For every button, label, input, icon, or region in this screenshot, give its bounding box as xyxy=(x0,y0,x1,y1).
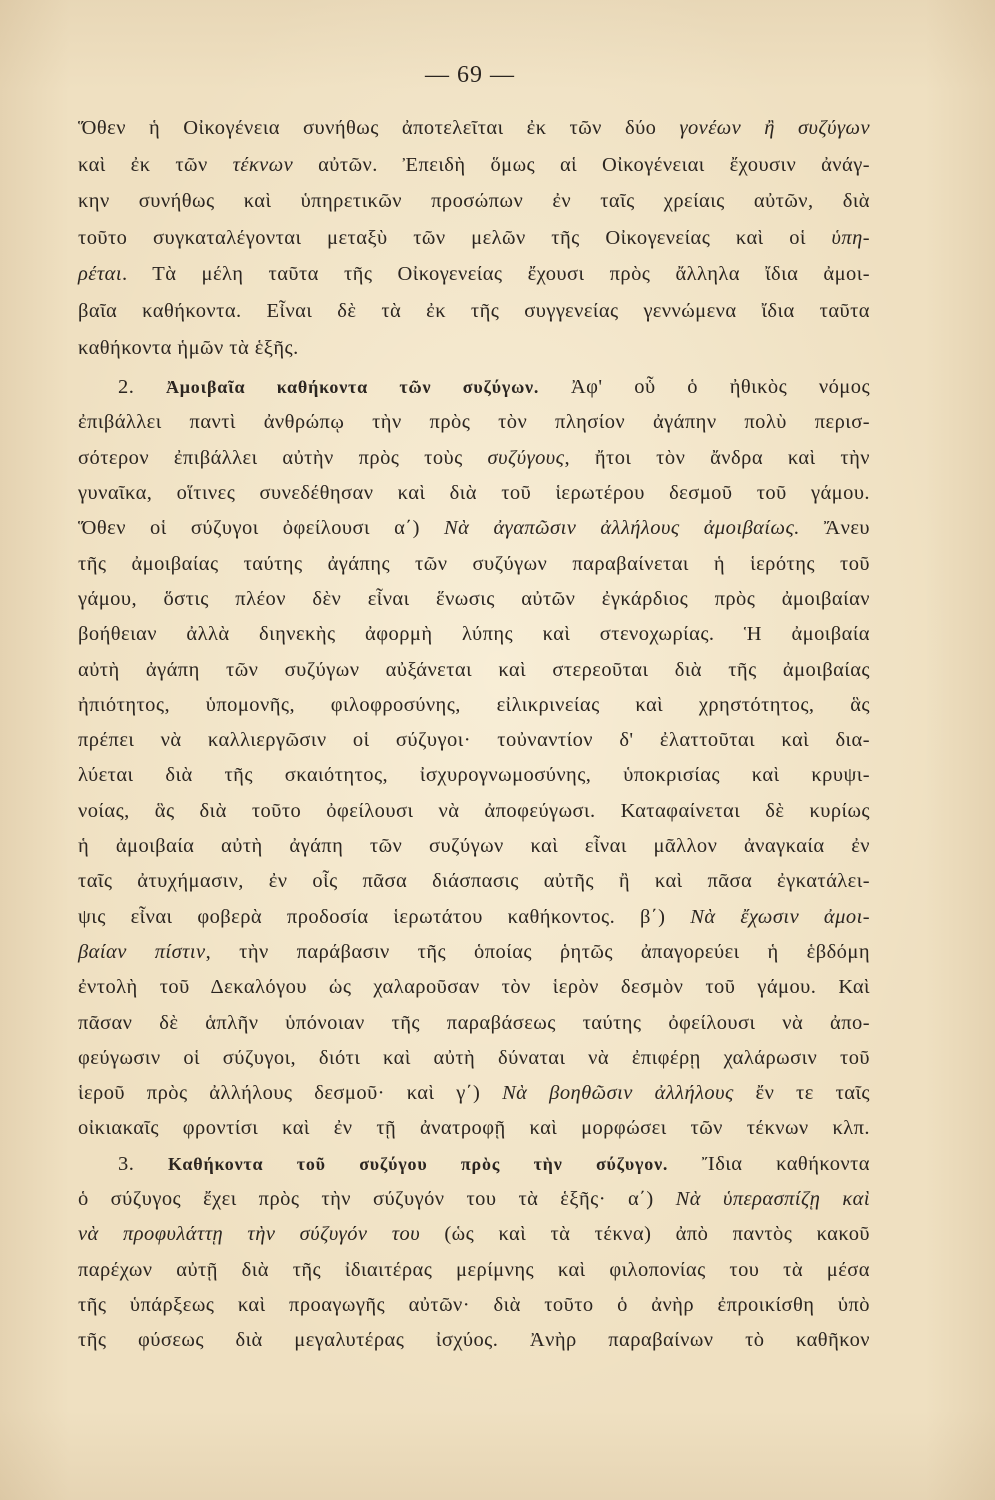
text-line xyxy=(78,970,870,1005)
body-text: οἰκιακαῖς φροντίσι καὶ ἐν τῇ ἀνατροφῇ καὶ μορφώσει τῶν τέκνων κλπ. xyxy=(78,1117,870,1140)
italic-text: Νὰ ἔχωσιν ἀμοι- xyxy=(690,905,870,928)
italic-text: γονέων ἢ συζύγων xyxy=(679,117,870,139)
text-line xyxy=(78,900,870,935)
body-text: βοήθειαν ἀλλὰ διηνεκὴς ἀφορμὴ λύπης καὶ στενοχωρίας. Ἡ ἀμοιβαία xyxy=(78,623,870,646)
body-text: Ἀφ' οὗ ὁ ἠθικὸς νόμος xyxy=(539,376,871,399)
body-text: καὶ ἐκ τῶν xyxy=(78,153,233,176)
body-text: τῆς ἀμοιβαίας ταύτης ἀγάπης τῶν συζύγων παραβαίνεται ἡ ἱερότης τοῦ xyxy=(78,552,870,575)
body-text: Ἄνευ xyxy=(799,517,870,540)
text-line xyxy=(78,688,870,723)
text-line xyxy=(78,653,870,688)
body-text: γάμου, ὅστις πλέον δὲν εἶναι ἕνωσις αὐτῶν ἐγκάρδιος πρὸς ἀμοιβαίαν xyxy=(78,587,870,610)
italic-text: βαίαν πίστιν xyxy=(78,940,206,963)
text-line xyxy=(78,1076,870,1111)
paragraph-family-members xyxy=(78,110,870,366)
body-text: . Τὰ μέλη ταῦτα τῆς Οἰκογενείας ἔχουσι πρὸς ἄλληλα ἴδια ἀμοι- xyxy=(121,263,870,286)
text-line xyxy=(78,617,870,652)
body-text: ταῖς ἀτυχήμασιν, ἐν οἷς πᾶσα διάσπασις αὐτῆς ἢ καὶ πᾶσα ἐγκατάλει- xyxy=(78,870,870,893)
body-text: 3. xyxy=(118,1152,168,1175)
bold-heading-text: Καθήκοντα τοῦ συζύγου πρὸς τὴν σύζυγον. xyxy=(167,1153,669,1174)
text-line xyxy=(78,794,870,829)
text-line xyxy=(78,758,870,793)
text-line xyxy=(78,256,870,293)
body-text: καθήκοντα ἡμῶν τὰ ἑξῆς. xyxy=(78,336,299,359)
body-text: πᾶσαν δὲ ἁπλῆν ὑπόνοιαν τῆς παραβάσεως ταύτης ὀφείλουσι νὰ ἀπο- xyxy=(78,1011,870,1034)
body-text: αὐτῶν. Ἐπειδὴ ὅμως αἱ Οἰκογένειαι ἔχουσιν ἀνάγ- xyxy=(293,153,870,176)
text-line xyxy=(78,511,870,546)
text-line xyxy=(78,370,870,405)
text-line xyxy=(78,110,870,147)
text-line xyxy=(78,1111,870,1146)
body-text: παρέχων αὐτῇ διὰ τῆς ἰδιαιτέρας μερίμνης καὶ φιλοπονίας του τὰ μέσα xyxy=(78,1258,870,1281)
body-text: τῆς φύσεως διὰ μεγαλυτέρας ἰσχύος. Ἀνὴρ παραβαίνων τὸ καθῆκον xyxy=(78,1329,870,1352)
italic-text: τέκνων xyxy=(232,153,294,176)
italic-text: Νὰ ἀγαπῶσιν ἀλλήλους ἀμοιβαίως. xyxy=(443,517,800,540)
paragraph-duties-of-husband xyxy=(78,1147,870,1359)
body-text: , τὴν παράβασιν τῆς ὁποίας ῥητῶς ἀπαγορεύει ἡ ἑβδόμη xyxy=(205,940,870,963)
text-line xyxy=(78,829,870,864)
italic-text: συζύγους xyxy=(487,446,565,469)
body-text: ἐπιβάλλει παντὶ ἀνθρώπῳ τὴν πρὸς τὸν πλησίον ἀγάπην πολὺ περισ- xyxy=(78,411,870,434)
body-text: (ὡς καὶ τὰ τέκνα) ἀπὸ παντὸς κακοῦ xyxy=(420,1223,870,1246)
page-number: — 69 — xyxy=(425,62,515,88)
body-text: τοῦτο συγκαταλέγονται μεταξὺ τῶν μελῶν τῆς Οἰκογενείας καὶ οἱ xyxy=(78,226,832,249)
bold-heading-text: Ἀμοιβαῖα καθήκοντα τῶν συζύγων. xyxy=(166,377,540,398)
text-line xyxy=(78,441,870,476)
body-text: λύεται διὰ τῆς σκαιότητος, ἰσχυρογνωμοσύνης, ὑποκρισίας καὶ κρυψι- xyxy=(78,764,870,787)
text-line xyxy=(78,935,870,970)
text-line xyxy=(78,1288,870,1323)
body-text: Ὅθεν οἱ σύζυγοι ὀφείλουσι α΄) xyxy=(78,517,444,540)
text-line xyxy=(78,405,870,440)
text-line xyxy=(78,1147,870,1182)
text-line xyxy=(78,1182,870,1217)
text-line xyxy=(78,1253,870,1288)
text-line xyxy=(78,330,870,367)
italic-text: ὑπη- xyxy=(831,226,870,249)
body-text: βαῖα καθήκοντα. Εἶναι δὲ τὰ ἐκ τῆς συγγενείας γεννώμενα ἴδια ταῦτα xyxy=(78,299,870,322)
text-line xyxy=(78,864,870,899)
text-line xyxy=(78,547,870,582)
text-line xyxy=(78,183,870,220)
body-text: Ὅθεν ἡ Οἰκογένεια συνήθως ἀποτελεῖται ἐκ τῶν δύο xyxy=(78,117,680,139)
body-text: ψις εἶναι φοβερὰ προδοσία ἱερωτάτου καθήκοντος. β΄) xyxy=(78,905,691,928)
body-text: ἱεροῦ πρὸς ἀλλήλους δεσμοῦ· καὶ γ΄) xyxy=(78,1082,503,1105)
text-line xyxy=(78,582,870,617)
body-text: ὁ σύζυγος ἔχει πρὸς τὴν σύζυγόν του τὰ ἑξῆς· α΄) xyxy=(78,1187,676,1210)
body-text: 2. xyxy=(118,376,166,399)
text-line xyxy=(78,476,870,511)
text-line xyxy=(78,220,870,257)
body-text: πρέπει νὰ καλλιεργῶσιν οἱ σύζυγοι· τοὐναντίον δ' ἐλαττοῦται καὶ δια- xyxy=(78,729,870,752)
italic-text: Νὰ βοηθῶσιν ἀλλήλους xyxy=(502,1082,734,1105)
text-line xyxy=(78,147,870,184)
body-text: Ἴδια καθήκοντα xyxy=(668,1152,870,1175)
body-text: τῆς ὑπάρξεως καὶ προαγωγῆς αὐτῶν· διὰ τοῦτο ὁ ἀνὴρ ἐπροικίσθη ὑπὸ xyxy=(78,1293,870,1316)
body-text: , ἤτοι τὸν ἄνδρα καὶ τὴν xyxy=(564,446,870,469)
paragraph-mutual-duties-of-spouses xyxy=(78,370,870,1147)
body-text: αὐτὴ ἀγάπη τῶν συζύγων αὐξάνεται καὶ στερεοῦται διὰ τῆς ἀμοιβαίας xyxy=(78,658,870,681)
body-text: ἐντολὴ τοῦ Δεκαλόγου ὡς χαλαροῦσαν τὸν ἱερὸν δεσμὸν τοῦ γάμου. Καὶ xyxy=(78,976,870,999)
text-line xyxy=(78,293,870,330)
body-text: σότερον ἐπιβάλλει αὐτὴν πρὸς τοὺς xyxy=(78,446,488,469)
body-text-block xyxy=(78,110,870,1358)
text-line xyxy=(78,1217,870,1252)
body-text: ἠπιότητος, ὑπομονῆς, φιλοφροσύνης, εἰλικρινείας καὶ χρηστότητος, ἃς xyxy=(78,693,870,716)
text-line xyxy=(78,1041,870,1076)
italic-text: ρέται xyxy=(78,263,122,286)
italic-text: Νὰ ὑπερασπίζῃ καὶ xyxy=(675,1187,871,1210)
text-line xyxy=(78,1006,870,1041)
body-text: ἡ ἀμοιβαία αὐτὴ ἀγάπη τῶν συζύγων καὶ εἶναι μᾶλλον ἀναγκαία ἐν xyxy=(78,835,870,858)
body-text: νοίας, ἃς διὰ τοῦτο ὀφείλουσι νὰ ἀποφεύγωσι. Καταφαίνεται δὲ κυρίως xyxy=(78,799,870,822)
italic-text: νὰ προφυλάττῃ τὴν σύζυγόν του xyxy=(78,1223,421,1246)
body-text: γυναῖκα, οἵτινες συνεδέθησαν καὶ διὰ τοῦ ἱερωτέρου δεσμοῦ τοῦ γάμου. xyxy=(78,482,870,505)
text-line xyxy=(78,1323,870,1358)
body-text: φεύγωσιν οἱ σύζυγοι, διότι καὶ αὐτὴ δύναται νὰ ἐπιφέρῃ χαλάρωσιν τοῦ xyxy=(78,1046,870,1069)
body-text: κην συνήθως καὶ ὑπηρετικῶν προσώπων ἐν ταῖς χρείαις αὐτῶν, διὰ xyxy=(78,190,870,213)
body-text: ἔν τε ταῖς xyxy=(733,1082,870,1105)
text-line xyxy=(78,723,870,758)
